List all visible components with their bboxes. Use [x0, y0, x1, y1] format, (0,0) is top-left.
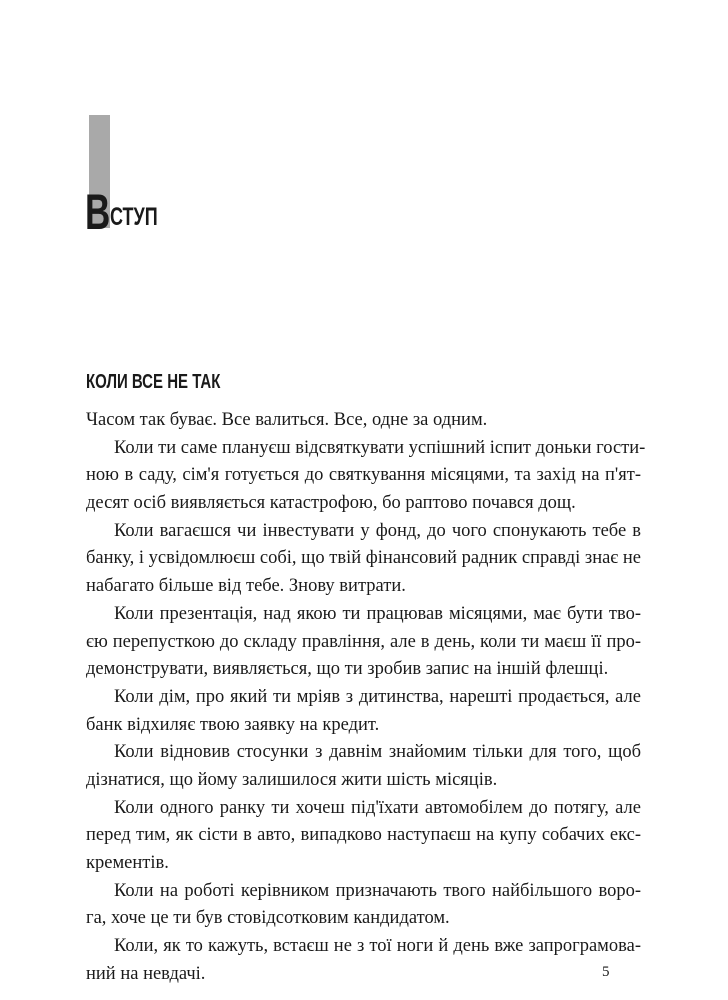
body-text [86, 407, 646, 988]
text-line: Коли відновив стосунки з давнім знайомим тільки для того, щоб [114, 742, 641, 763]
text-line: банк відхиляє твою заявку на кредит. [86, 714, 380, 735]
text-line: Коли презентація, над якою ти працював місяцями, має бути тво- [114, 603, 641, 624]
text-line: Коли ти саме плануєш відсвяткувати успішний іспит доньки гости- [114, 437, 646, 458]
text-line: демонструвати, виявляється, що ти зробив запис на іншій флешці. [86, 659, 609, 680]
text-line: ний на невдачі. [86, 963, 206, 984]
text-line: Коли на роботі керівником призначають твого найбільшого воро- [114, 880, 641, 901]
text-line: га, хоче це ти був стовідсотковим кандидатом. [86, 908, 450, 929]
text-line: єю перепусткою до складу правління, але в день, коли ти маєш її про- [86, 631, 641, 652]
chapter-title-initial: В [85, 184, 110, 240]
section-heading: КОЛИ ВСЕ НЕ ТАК [86, 371, 221, 393]
text-line: крементів. [86, 853, 169, 873]
page-number: 5 [602, 964, 610, 980]
text-line: набагато більше від тебе. Знову витрати. [86, 576, 406, 597]
text-line: дізнатися, що йому залишилося жити шість місяців. [86, 769, 498, 790]
text-line: банку, і усвідомлюєш собі, що твій фінансовий радник справді знає не [86, 548, 641, 569]
text-line: ною в саду, сім'я готується до святкування місяцями, та захід на п'ят- [86, 465, 641, 486]
text-line: десят осіб виявляється катастрофою, бо раптово почався дощ. [86, 493, 576, 514]
text-line: Часом так буває. Все валиться. Все, одне за одним. [86, 410, 488, 430]
text-line: Коли одного ранку ти хочеш під'їхати автомобілем до потягу, але [114, 797, 641, 818]
text-line: перед тим, як сісти в авто, випадково наступаєш на купу собачих екс- [86, 825, 641, 846]
chapter-title-rest: СТУП [110, 203, 158, 231]
text-line: Коли дім, про який ти мріяв з дитинства, нарешті продається, але [114, 686, 641, 707]
text-line: Коли, як то кажуть, встаєш не з тої ноги й день вже запрограмова- [114, 936, 641, 957]
text-line: Коли вагаєшся чи інвестувати у фонд, до чого спонукають тебе в [114, 520, 641, 541]
